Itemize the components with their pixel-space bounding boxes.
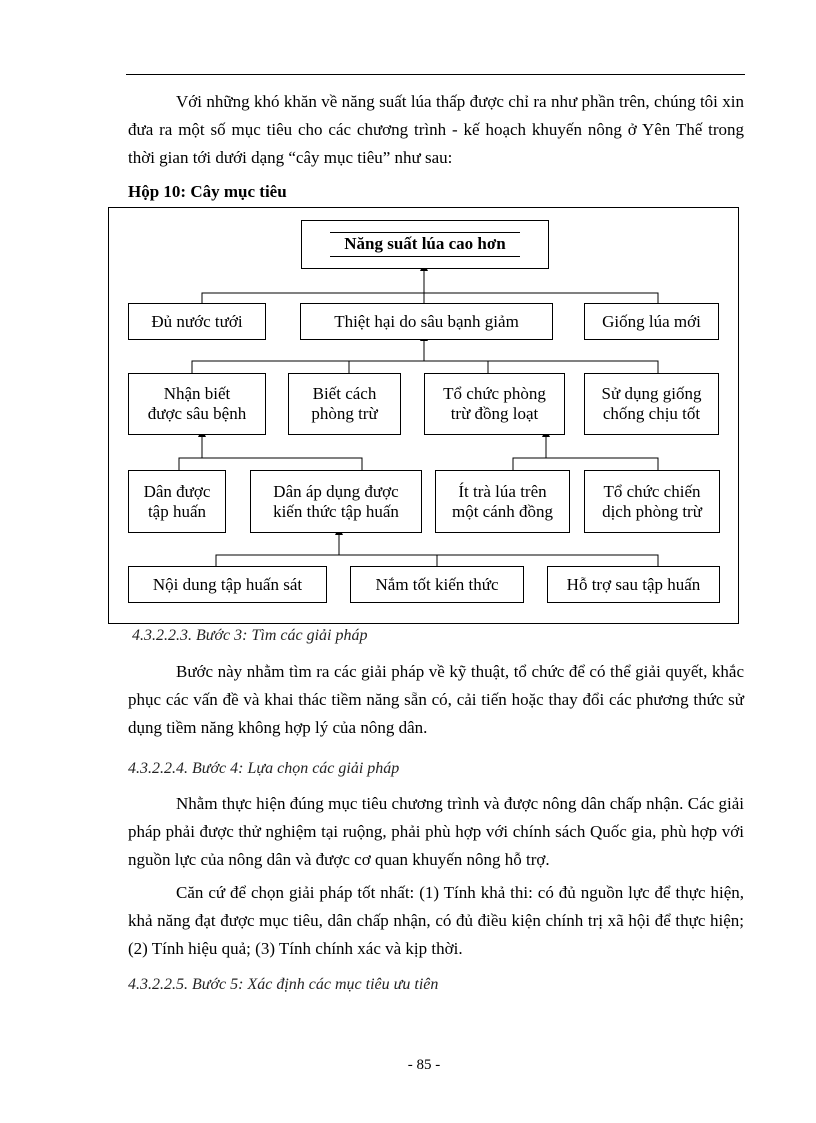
root-label: Năng suất lúa cao hơn: [330, 232, 520, 257]
node-resistant-variety: [584, 373, 719, 435]
step4-heading: 4.3.2.2.4. Bước 4: Lựa chọn các giải pháp: [128, 760, 400, 777]
node-label-line: Ít trà lúa trên: [458, 481, 547, 501]
step4-line: Nhằm thực hiện đúng mục tiêu chương trình và được nông dân chấp nhận.: [176, 794, 684, 813]
page-number: - 85 -: [407, 1057, 441, 1073]
step3-line: đổi các phương thức sử dụng tiềm năng không hợp lý của nông dân.: [128, 690, 744, 737]
box-title: Hộp 10: Cây mục tiêu: [128, 182, 287, 201]
intro-line: chúng tôi xin đưa ra một số mục tiêu cho các chương trình - kế hoạch khuyến: [128, 92, 744, 139]
step4-paragraph-1: [128, 790, 744, 874]
step4-line: Các giải pháp phải được thử nghiệm tại ruộng, phải phù hợp với chính sách Quốc: [128, 794, 745, 841]
step5-heading: 4.3.2.2.5. Bước 5: Xác định các mục tiêu ưu tiên: [128, 976, 439, 993]
node-label-line: Tổ chức chiến: [603, 481, 701, 501]
node-label: Giống lúa mới: [602, 311, 701, 331]
node-label: Nắm tốt kiến thức: [375, 574, 499, 594]
connector-level3-left: [179, 458, 362, 470]
step3-line: Bước này nhằm tìm ra các giải pháp về kỹ thuật, tổ chức để có thể giải: [176, 662, 661, 681]
root-node: [301, 220, 549, 269]
step4-paragraph-2: [128, 879, 744, 963]
step3-paragraph: [128, 658, 744, 742]
node-label: Nội dung tập huấn sát: [152, 574, 303, 594]
node-label-line: tập huấn: [147, 501, 207, 521]
intro-line: nông ở Yên Thế trong thời gian tới dưới dạng “cây mục tiêu” như sau:: [128, 120, 745, 167]
node-organize-prevention: [424, 373, 565, 435]
step4-line: gia, phù hợp với nguồn lực của nông dân và được cơ quan khuyến nông hỗ trợ.: [128, 822, 744, 869]
node-label-line: Sử dụng giống: [601, 384, 702, 403]
node-recognize-pests: [128, 373, 266, 435]
connector-level3-right: [513, 458, 658, 470]
node-label-line: Tổ chức phòng: [443, 384, 546, 403]
node-label: Hỗ trợ sau tập huấn: [566, 574, 701, 594]
node-know-prevention: [288, 373, 401, 435]
node-label-line: trừ đồng loạt: [450, 404, 539, 423]
intro-line: Với những khó khăn về năng suất lúa thấp được chỉ ra như phần trên,: [176, 92, 650, 111]
step3-line: quyết, khắc phục các vấn đề và khai thác tiềm năng sẵn có, cải tiến hoặc thay: [128, 662, 745, 709]
node-label-line: Biết cách: [312, 384, 377, 403]
intro-paragraph: [128, 88, 744, 172]
connector-level1: [202, 293, 658, 303]
node-fewer-crops: [435, 470, 570, 533]
node-label: Thiệt hại do sâu bạnh giảm: [334, 311, 519, 331]
step3-heading: 4.3.2.2.3. Bước 3: Tìm các giải pháp: [132, 627, 368, 644]
node-label-line: Nhận biết: [163, 384, 231, 403]
step4-line: thực hiện, khả năng đạt được mục tiêu, dân chấp nhận, có đủ điều kiện chính trị: [128, 883, 744, 930]
node-pest-damage: [300, 303, 553, 340]
node-training-content: [128, 566, 327, 603]
node-label-line: Dân áp dụng được: [273, 481, 399, 501]
step4-line: xã hội để thực hiện; (2) Tính hiệu quả; (3) Tính chính xác và kịp thời.: [128, 911, 745, 958]
node-post-training-support: [547, 566, 720, 603]
step4-line: Căn cứ để chọn giải pháp tốt nhất: (1) Tính khả thi: có đủ nguồn lực để: [176, 883, 671, 902]
node-water: [128, 303, 266, 340]
node-label-line: dịch phòng trừ: [602, 501, 702, 521]
objective-tree-figure: [108, 207, 739, 624]
node-label-line: một cánh đồng: [451, 501, 554, 521]
header-rule: [126, 74, 745, 75]
node-campaign: [584, 470, 720, 533]
node-label-line: Dân được: [143, 481, 211, 501]
node-label: Đủ nước tưới: [151, 311, 243, 331]
connector-level2: [192, 361, 658, 373]
node-master-knowledge: [350, 566, 524, 603]
node-apply-knowledge: [250, 470, 422, 533]
node-new-variety: [584, 303, 719, 340]
node-label-line: kiến thức tập huấn: [273, 501, 399, 521]
node-label-line: được sâu bệnh: [147, 404, 247, 423]
node-farmers-trained: [128, 470, 226, 533]
node-label-line: phòng trừ: [311, 404, 378, 423]
node-label-line: chống chịu tốt: [602, 404, 701, 423]
